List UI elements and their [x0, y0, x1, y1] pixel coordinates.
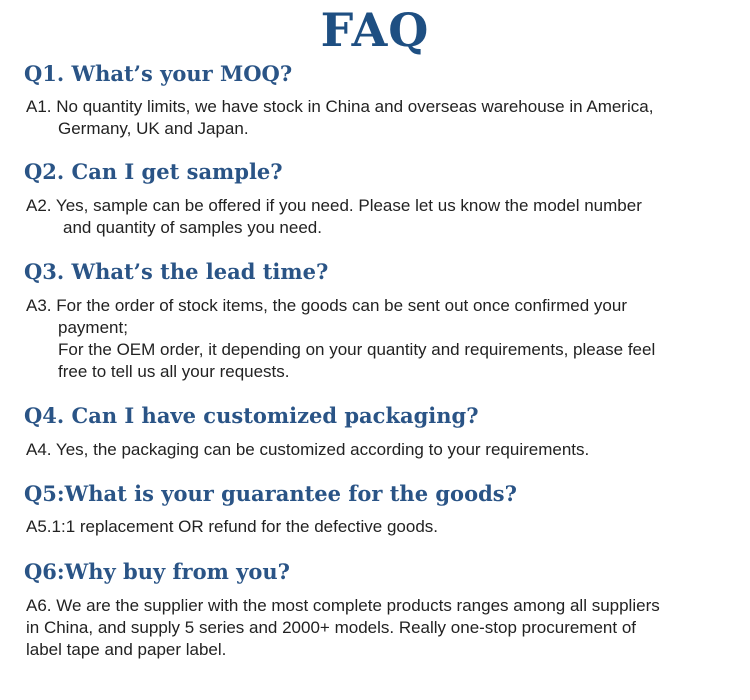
answer-line: label tape and paper label.	[26, 640, 227, 659]
answer-line: A2. Yes, sample can be offered if you need. Please let us know the model number	[26, 196, 642, 215]
answer-line: in China, and supply 5 series and 2000+ models. Really one-stop procurement of	[26, 618, 636, 637]
answer-line: A4. Yes, the packaging can be customized according to your requirements.	[26, 440, 590, 459]
answer-line: A5.1:1 replacement OR refund for the defective goods.	[26, 517, 439, 536]
answer-line: A3. For the order of stock items, the goods can be sent out once confirmed your	[26, 296, 627, 315]
answer-line: A6. We are the supplier with the most complete products ranges among all suppliers	[26, 596, 660, 615]
faq-answer-4	[26, 439, 736, 461]
faq-answer-1	[26, 96, 736, 140]
answer-line: A1. No quantity limits, we have stock in China and overseas warehouse in America,	[26, 97, 654, 116]
answer-line: and quantity of samples you need.	[63, 218, 322, 237]
faq-question-1: Q1. What’s your MOQ?	[24, 61, 293, 86]
faq-question-4: Q4. Can I have customized packaging?	[24, 403, 479, 428]
page-title: FAQ	[320, 3, 430, 57]
faq-answer-2	[26, 195, 736, 239]
answer-line: payment;	[58, 318, 128, 337]
faq-answer-6	[26, 595, 736, 661]
faq-question-2: Q2. Can I get sample?	[24, 159, 283, 184]
faq-question-5: Q5:What is your guarantee for the goods?	[24, 481, 517, 506]
faq-answer-5	[26, 516, 736, 538]
faq-question-3: Q3. What’s the lead time?	[24, 259, 329, 284]
faq-question-6: Q6:Why buy from you?	[24, 559, 290, 584]
answer-line: For the OEM order, it depending on your quantity and requirements, please feel	[58, 340, 656, 359]
faq-answer-3	[26, 295, 736, 383]
answer-line: Germany, UK and Japan.	[58, 119, 249, 138]
answer-line: free to tell us all your requests.	[58, 362, 290, 381]
